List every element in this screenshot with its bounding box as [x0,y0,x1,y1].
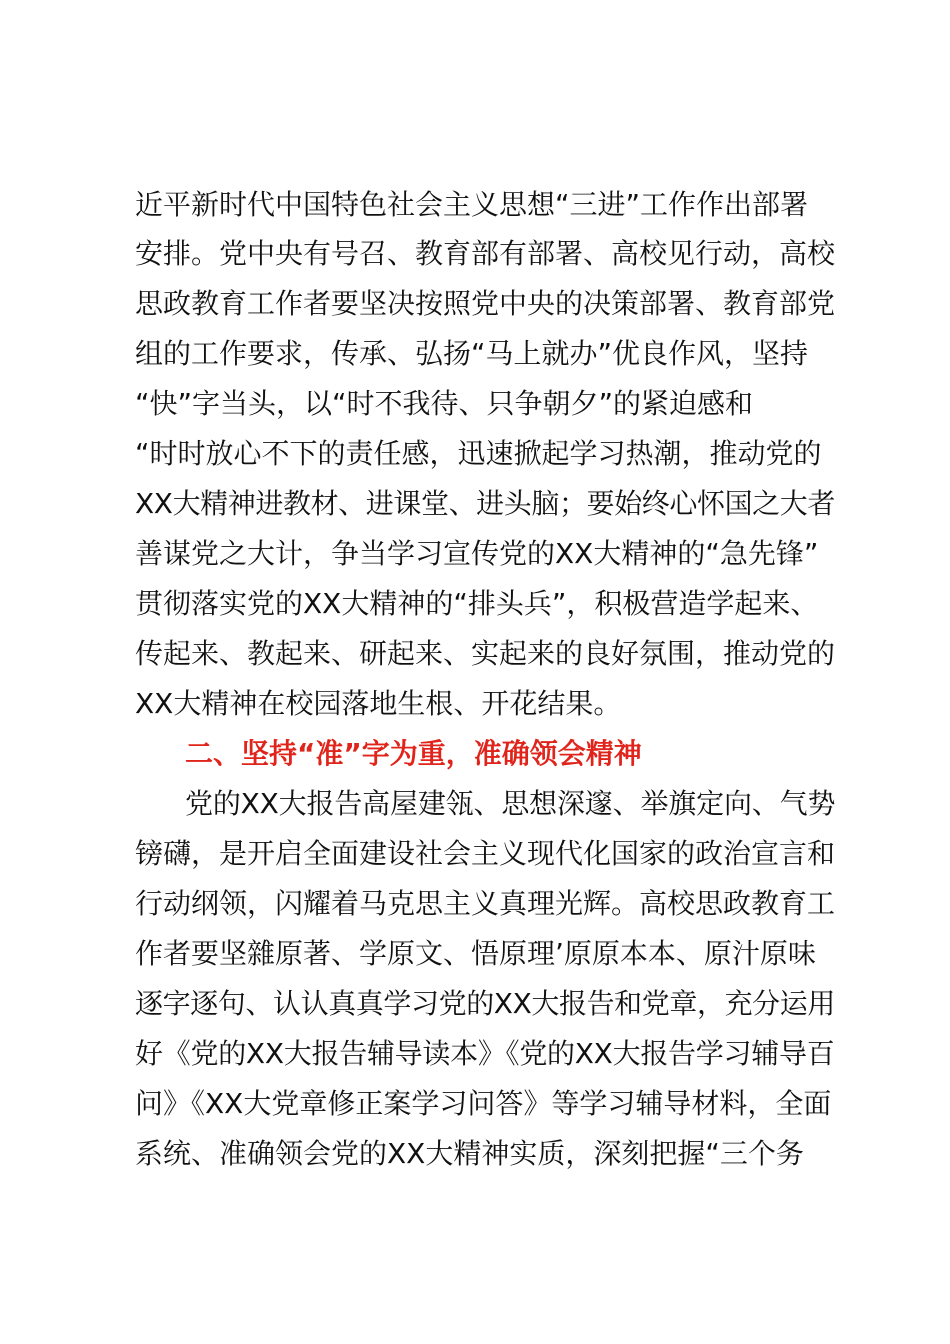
paragraph-1-line-2: 安排。党中央有号召、教育部有部署、高校见行动，高校 [135,237,836,270]
paragraph-1-line-11: XX大精神在校园落地生根、开花结果。 [135,687,622,720]
paragraph-2-line-7: 问》《XX大党章修正案学习问答》等学习辅导材料，全面 [135,1087,832,1120]
paragraph-2-line-8: 系统、准确领会党的XX大精神实质，深刻把握“三个务 [135,1137,804,1170]
paragraph-1-line-9: 贯彻落实党的XX大精神的“排头兵”，积极营造学起来、 [135,587,819,620]
paragraph-2-line-2: 镑礴，是开启全面建设社会主义现代化国家的政治宣言和 [135,837,836,870]
section-heading: 二、坚持“准”字为重，准确领会精神 [185,737,642,770]
paragraph-1-line-7: XX大精神进教材、进课堂、进头脑；要始终心怀国之大者 [135,487,835,520]
paragraph-1-line-10: 传起来、教起来、研起来、实起来的良好氛围，推动党的 [135,637,836,670]
paragraph-1-line-8: 善谋党之大计，争当学习宣传党的XX大精神的“急先锋” [135,537,819,570]
paragraph-1-line-6: “时时放心不下的责任感，迅速掀起学习热潮，推动党的 [135,437,822,470]
paragraph-2-line-3: 行动纲领，闪耀着马克思主义真理光辉。高校思政教育工 [135,887,836,920]
paragraph-1-line-4: 组的工作要求，传承、弘扬“马上就办”优良作风，坚持 [135,337,809,370]
paragraph-1-line-3: 思政教育工作者要坚决按照党中央的决策部署、教育部党 [135,287,836,320]
paragraph-2-line-6: 好《党的XX大报告辅导读本》《党的XX大报告学习辅导百 [135,1037,835,1070]
paragraph-2-line-1: 党的XX大报告高屋建瓴、思想深邃、举旗定向、气势 [185,787,836,820]
paragraph-2-line-5: 逐字逐句、认认真真学习党的XX大报告和党章，充分运用 [135,987,835,1020]
paragraph-1-line-1: 近平新时代中国特色社会主义思想“三进”工作作出部署 [135,188,809,221]
paragraph-2-line-4: 作者要坚雜原著、学原文、悟原理’原原本本、原汁原味 [135,937,816,970]
paragraph-1-line-5: “快”字当头，以“时不我待、只争朝夕”的紧迫感和 [135,387,754,420]
